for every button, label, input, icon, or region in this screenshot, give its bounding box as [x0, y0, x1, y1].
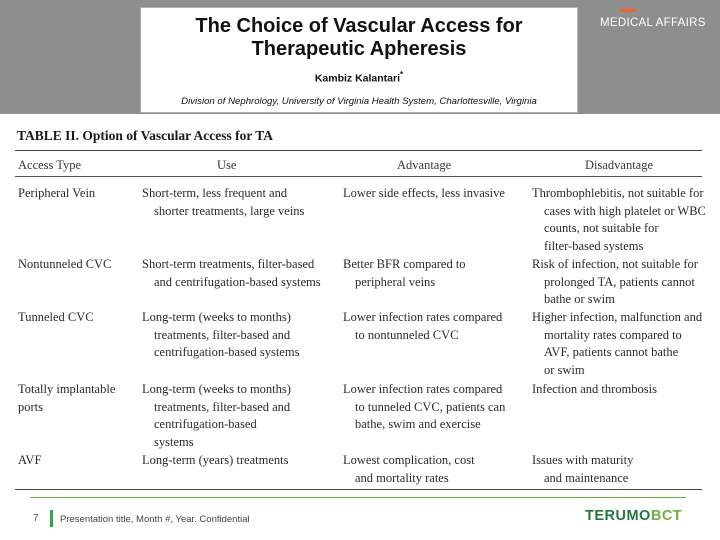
- cell-use: Short-term treatments, filter-based and centrifugation-based systems: [142, 257, 321, 289]
- paper-author-name: Kambiz Kalantari: [314, 72, 401, 85]
- header-accent-bar: [620, 9, 636, 12]
- cell-use: Long-term (weeks to months) treatments, filter-based and centrifugation-based systems: [142, 382, 291, 449]
- cell-access-type: Peripheral Vein: [18, 186, 96, 200]
- cell-disadvantage: Infection and thrombosis: [532, 382, 657, 396]
- column-header-disadvantage: Disadvantage: [585, 158, 654, 172]
- paper-affiliation: Division of Nephrology, University of Virginia Health System, Charlottesville, Virginia: [181, 95, 537, 107]
- footer-text: Presentation title, Month #, Year. Confidential: [60, 514, 250, 525]
- cell-access-type: AVF: [18, 453, 42, 467]
- paper-title-card: [140, 7, 578, 113]
- cell-disadvantage: Issues with maturity and maintenance: [532, 453, 634, 485]
- cell-use: Long-term (weeks to months) treatments, filter-based and centrifugation-based systems: [142, 310, 300, 359]
- table-header-rule: [15, 176, 702, 177]
- page-number: 7: [33, 513, 39, 524]
- table-top-rule: [15, 150, 702, 151]
- column-header-access-type: Access Type: [18, 158, 82, 172]
- cell-use: Short-term, less frequent and shorter treatments, large veins: [142, 186, 305, 218]
- paper-author-mark: *: [400, 70, 404, 79]
- cell-access-type: Totally implantable ports: [18, 382, 116, 414]
- table-caption: TABLE II. Option of Vascular Access for TA: [17, 128, 274, 143]
- cell-advantage: Lower infection rates compared to nontunneled CVC: [343, 310, 503, 342]
- cell-use: Long-term (years) treatments: [142, 453, 289, 467]
- table-bottom-rule: [15, 489, 702, 490]
- cell-advantage: Better BFR compared to peripheral veins: [343, 257, 466, 289]
- paper-title-line: Therapeutic Apheresis: [251, 38, 467, 60]
- cell-access-type: Tunneled CVC: [18, 310, 94, 324]
- cell-disadvantage: Higher infection, malfunction and mortality rates compared to AVF, patients cannot bathe or swim: [532, 310, 703, 377]
- paper-title-line: The Choice of Vascular Access for: [195, 15, 523, 37]
- terumo-bct-logo: TERUMOBCT: [585, 508, 683, 524]
- page-separator: [50, 510, 53, 527]
- cell-advantage: Lower infection rates compared to tunneled CVC, patients can bathe, swim and exercise: [343, 382, 506, 431]
- column-header-use: Use: [217, 158, 237, 172]
- column-header-advantage: Advantage: [397, 158, 452, 172]
- paper-author: [141, 70, 577, 85]
- section-label: MEDICAL AFFAIRS: [600, 17, 706, 29]
- cell-disadvantage: Risk of infection, not suitable for prolonged TA, patients cannot bathe or swim: [532, 257, 698, 306]
- cell-advantage: Lower side effects, less invasive: [343, 186, 505, 200]
- paper-title: [141, 15, 577, 61]
- cell-disadvantage: Thrombophlebitis, not suitable for cases with high platelet or WBC counts, not suitable for filter-based systems: [532, 186, 706, 253]
- cell-access-type: Nontunneled CVC: [18, 257, 112, 271]
- footer-rule: [30, 497, 686, 498]
- cell-advantage: Lowest complication, cost and mortality rates: [343, 453, 475, 485]
